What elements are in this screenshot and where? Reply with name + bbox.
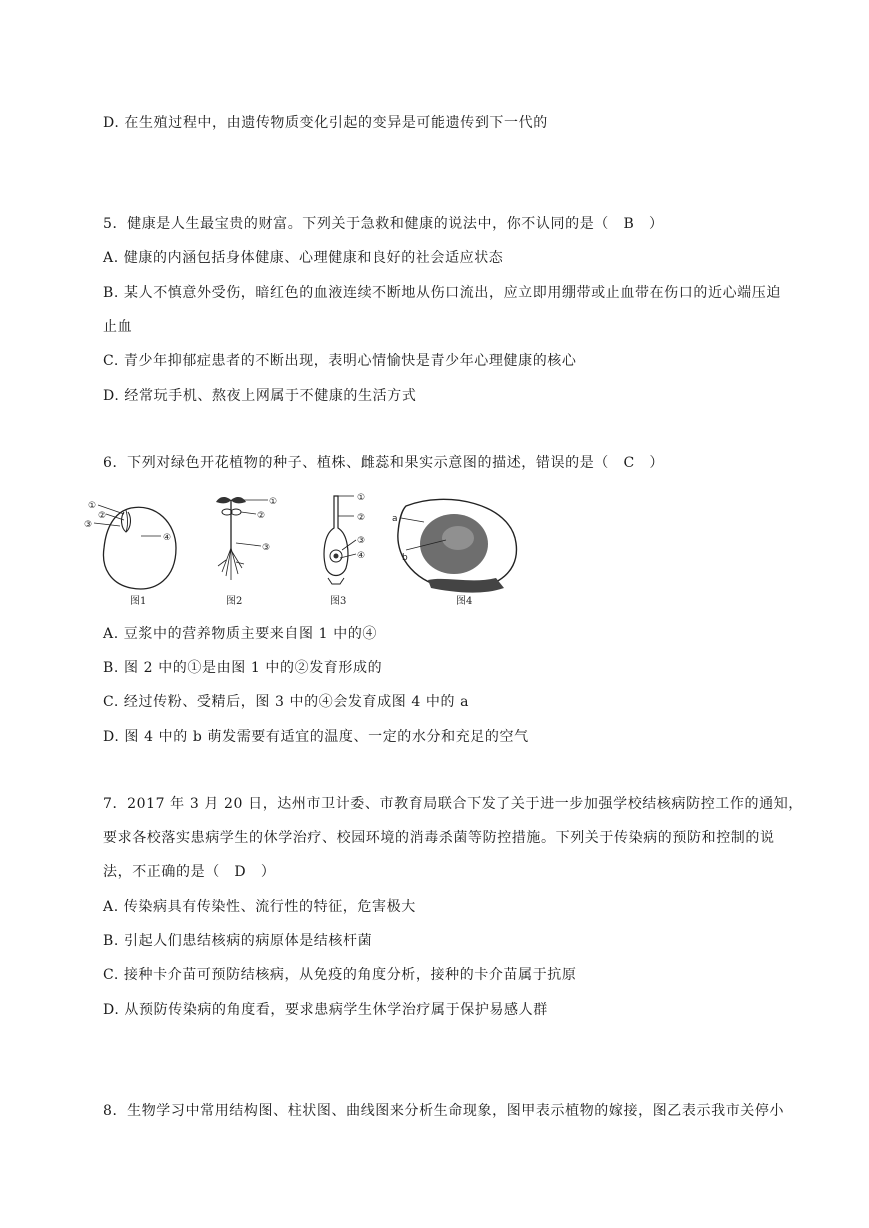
fig3-label-4: ④ xyxy=(357,551,366,561)
q7-stem-line1: 7．2017 年 3 月 20 日，达州市卫计委、市教育局联合下发了关于进一步加强学校结核病防控工作的通知， xyxy=(103,796,803,812)
q6-option-d: D. 图 4 中的 b 萌发需要有适宜的温度、一定的水分和充足的空气 xyxy=(103,729,529,745)
q6-option-a: A. 豆浆中的营养物质主要来自图 1 中的④ xyxy=(103,626,378,642)
q7-option-b: B. 引起人们患结核病的病原体是结核杆菌 xyxy=(103,933,373,949)
fig4-caption: 图4 xyxy=(456,596,473,607)
q5-option-a: A. 健康的内涵包括身体健康、心理健康和良好的社会适应状态 xyxy=(103,250,504,266)
fig2-label-3: ③ xyxy=(262,543,271,553)
fig3-label-1: ① xyxy=(357,493,366,503)
plant-diagram xyxy=(76,488,536,608)
q5-option-c: C. 青少年抑郁症患者的不断出现，表明心情愉快是青少年心理健康的核心 xyxy=(103,353,577,369)
q5-stem: 5．健康是人生最宝贵的财富。下列关于急救和健康的说法中，你不认同的是（ B ） xyxy=(103,216,664,232)
fig4-fruit xyxy=(392,499,516,607)
fig2-caption: 图2 xyxy=(226,596,243,607)
fig3-label-3: ③ xyxy=(357,536,366,546)
fig3-caption: 图3 xyxy=(330,596,347,607)
q7-option-a: A. 传染病具有传染性、流行性的特征，危害极大 xyxy=(103,899,416,915)
q7-stem-line2: 要求各校落实患病学生的休学治疗、校园环境的消毒杀菌等防控措施。下列关于传染病的预防和控制的说 xyxy=(103,830,775,846)
q7-option-d: D. 从预防传染病的角度看，要求患病学生休学治疗属于保护易感人群 xyxy=(103,1002,548,1018)
fig4-label-a: a xyxy=(392,514,398,524)
fig3-pistil xyxy=(324,493,365,607)
fig1-seed xyxy=(84,501,176,607)
fig1-label-3: ③ xyxy=(84,520,93,530)
q6-stem: 6．下列对绿色开花植物的种子、植株、雌蕊和果实示意图的描述，错误的是（ C ） xyxy=(103,455,665,471)
q5-option-b-line2: 止血 xyxy=(103,319,133,335)
q8-stem-line1: 8．生物学习中常用结构图、柱状图、曲线图来分析生命现象，图甲表示植物的嫁接，图乙表示我市关停小 xyxy=(103,1103,785,1119)
q4-option-d: D. 在生殖过程中，由遗传物质变化引起的变异是可能遗传到下一代的 xyxy=(103,115,548,131)
fig1-label-4: ④ xyxy=(163,533,172,543)
fig1-label-1: ① xyxy=(88,501,97,511)
fig3-label-2: ② xyxy=(357,513,366,523)
q7-stem-line3: 法，不正确的是（ D ） xyxy=(103,864,276,880)
fig2-seedling xyxy=(216,497,277,607)
fig1-label-2: ② xyxy=(98,511,107,521)
fig1-caption: 图1 xyxy=(130,596,147,607)
fig2-label-1: ① xyxy=(269,497,278,507)
q6-option-c: C. 经过传粉、受精后，图 3 中的④会发育成图 4 中的 a xyxy=(103,694,470,710)
q6-option-b: B. 图 2 中的①是由图 1 中的②发育形成的 xyxy=(103,660,383,676)
q6-figure xyxy=(76,488,536,608)
fig4-label-b: b xyxy=(402,553,408,563)
fig2-label-2: ② xyxy=(257,511,266,521)
q5-option-b-line1: B. 某人不慎意外受伤，暗红色的血液连续不断地从伤口流出，应立即用绷带或止血带在伤口的近心端压迫 xyxy=(103,285,781,301)
q5-option-d: D. 经常玩手机、熬夜上网属于不健康的生活方式 xyxy=(103,388,417,404)
q7-option-c: C. 接种卡介苗可预防结核病，从免疫的角度分析，接种的卡介苗属于抗原 xyxy=(103,967,577,983)
